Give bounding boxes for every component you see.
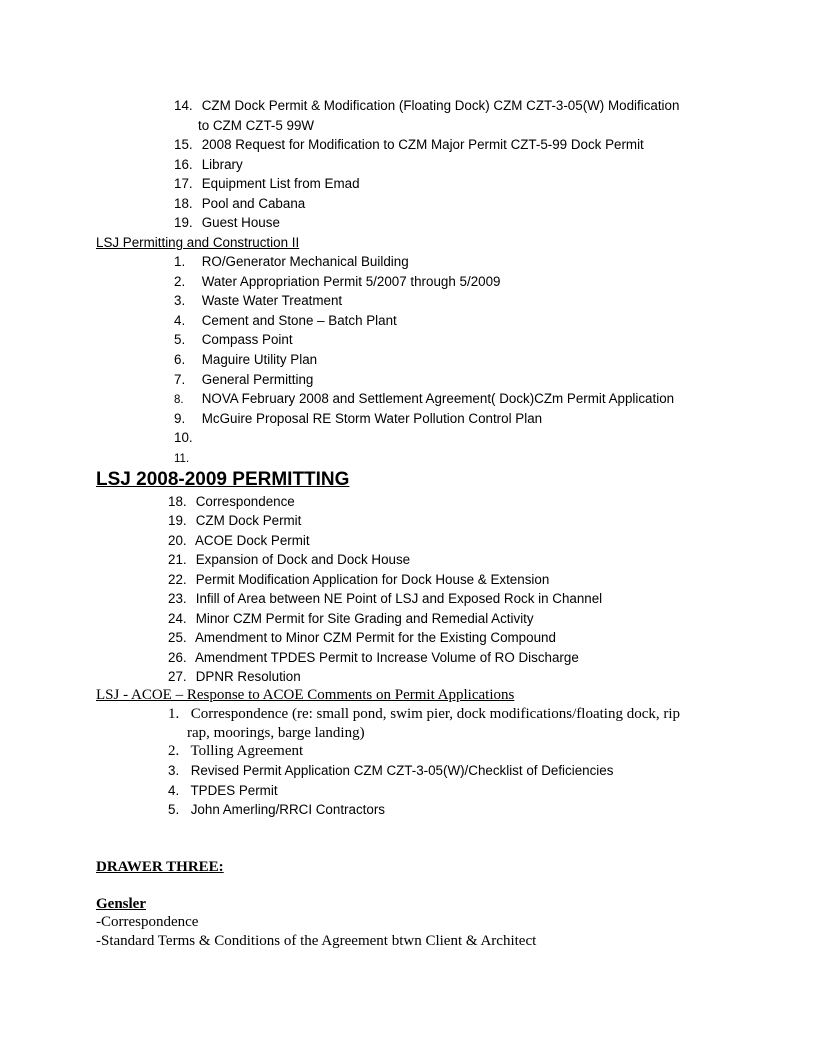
item-text: Equipment List from Emad xyxy=(201,176,360,191)
item-text: Water Appropriation Permit 5/2007 through 5/2009 xyxy=(201,274,501,289)
item-text: Tolling Agreement xyxy=(190,743,304,759)
item-number: 6. xyxy=(174,352,186,367)
item-text: 2008 Request for Modification to CZM Major Permit CZT-5-99 Dock Permit xyxy=(201,137,644,152)
list-item xyxy=(168,667,301,687)
item-number: 20. xyxy=(168,533,187,548)
list-item xyxy=(174,252,409,272)
item-text: Waste Water Treatment xyxy=(201,293,343,308)
list-item xyxy=(168,800,385,820)
item-number: 22. xyxy=(168,572,187,587)
list-item xyxy=(168,742,303,762)
list-item xyxy=(168,492,295,512)
list-item xyxy=(174,350,317,370)
item-number: 27. xyxy=(168,669,187,684)
item-text: DPNR Resolution xyxy=(195,669,301,684)
item-number: 15. xyxy=(174,137,193,152)
item-text: to CZM CZT-5 99W xyxy=(198,118,315,133)
item-number: 8. xyxy=(174,394,184,406)
item-text: rap, moorings, barge landing) xyxy=(187,725,365,741)
list-item xyxy=(168,761,613,781)
item-number: 25. xyxy=(168,630,187,645)
list-item xyxy=(168,628,556,648)
drawer-title: DRAWER THREE: xyxy=(96,859,224,875)
item-text: Amendment to Minor CZM Permit for the Existing Compound xyxy=(194,630,556,645)
section-title: LSJ 2008-2009 PERMITTING xyxy=(96,469,350,490)
item-number: 7. xyxy=(174,372,186,387)
list-item xyxy=(174,311,397,331)
item-number: 3. xyxy=(174,293,186,308)
item-number: 11. xyxy=(174,453,190,465)
item-number: 18. xyxy=(174,196,193,211)
list-item-continuation xyxy=(187,724,365,744)
item-number: 1. xyxy=(174,254,186,269)
item-text: ACOE Dock Permit xyxy=(194,533,310,548)
list-item-continuation xyxy=(198,116,314,136)
list-item xyxy=(174,213,280,233)
list-item xyxy=(168,550,410,570)
item-text: Minor CZM Permit for Site Grading and Remedial Activity xyxy=(195,611,534,626)
list-item xyxy=(168,781,278,801)
item-text: McGuire Proposal RE Storm Water Pollution Control Plan xyxy=(201,411,543,426)
section-heading: LSJ Permitting and Construction II xyxy=(96,235,300,250)
list-item xyxy=(174,155,243,175)
item-text: John Amerling/RRCI Contractors xyxy=(190,802,385,817)
item-number: 17. xyxy=(174,176,193,191)
item-number: 26. xyxy=(168,650,187,665)
item-text: Revised Permit Application CZM CZT-3-05(W)/Checklist of Deficiencies xyxy=(190,763,614,778)
item-text: Maguire Utility Plan xyxy=(201,352,318,367)
item-text: CZM Dock Permit & Modification (Floating Dock) CZM CZT-3-05(W) Modification xyxy=(201,98,680,113)
list-item xyxy=(174,330,293,350)
list-item xyxy=(168,589,602,609)
item-number: 16. xyxy=(174,157,193,172)
list-item xyxy=(174,370,313,390)
list-item xyxy=(168,531,310,551)
item-number: 9. xyxy=(174,411,186,426)
list-item xyxy=(168,609,534,629)
list-item xyxy=(168,511,301,531)
item-number: 24. xyxy=(168,611,187,626)
section-heading: LSJ - ACOE – Response to ACOE Comments on Permit Applications xyxy=(96,687,515,703)
list-item xyxy=(168,705,680,725)
item-number: 19. xyxy=(168,513,187,528)
item-text: Infill of Area between NE Point of LSJ and Exposed Rock in Channel xyxy=(195,591,603,606)
list-item xyxy=(174,96,679,116)
item-number: 4. xyxy=(174,313,186,328)
list-item xyxy=(174,428,198,448)
drawer-line: -Standard Terms & Conditions of the Agreement btwn Client & Architect xyxy=(96,933,537,949)
list-item xyxy=(174,272,500,292)
item-text: NOVA February 2008 and Settlement Agreement( Dock)CZm Permit Application xyxy=(201,391,675,406)
item-number: 3. xyxy=(168,763,180,778)
item-number: 21. xyxy=(168,552,187,567)
item-number: 5. xyxy=(168,802,180,817)
item-number: 5. xyxy=(174,332,186,347)
item-text: TPDES Permit xyxy=(190,783,278,798)
item-number: 10. xyxy=(174,430,193,445)
item-text: Amendment TPDES Permit to Increase Volume of RO Discharge xyxy=(194,650,579,665)
list-item xyxy=(168,570,549,590)
item-text: Pool and Cabana xyxy=(201,196,306,211)
item-text: Permit Modification Application for Dock House & Extension xyxy=(195,572,550,587)
item-number: 2. xyxy=(174,274,186,289)
item-number: 2. xyxy=(168,743,180,759)
item-text: Library xyxy=(201,157,243,172)
drawer-subheading: Gensler xyxy=(96,896,146,912)
list-item xyxy=(174,135,644,155)
list-item xyxy=(174,291,342,311)
item-text: Compass Point xyxy=(201,332,293,347)
item-number: 4. xyxy=(168,783,180,798)
item-number: 14. xyxy=(174,98,193,113)
item-text: CZM Dock Permit xyxy=(195,513,302,528)
item-text: Guest House xyxy=(201,215,280,230)
list-item xyxy=(168,648,579,668)
list-item xyxy=(174,389,674,411)
item-text: Correspondence xyxy=(192,494,295,509)
list-item xyxy=(174,409,542,429)
item-text: RO/Generator Mechanical Building xyxy=(201,254,409,269)
item-text: Correspondence (re: small pond, swim pier, dock modifications/floating dock, rip xyxy=(190,706,681,722)
list-item xyxy=(174,174,360,194)
item-number: 1. xyxy=(168,706,180,722)
list-item xyxy=(174,194,305,214)
item-text: Cement and Stone – Batch Plant xyxy=(201,313,397,328)
item-text: General Permitting xyxy=(201,372,314,387)
item-number: 23. xyxy=(168,591,187,606)
item-number: 18. xyxy=(168,494,187,509)
item-number: 19. xyxy=(174,215,193,230)
drawer-line: -Correspondence xyxy=(96,914,199,930)
item-text: Expansion of Dock and Dock House xyxy=(195,552,411,567)
list-item xyxy=(174,448,198,470)
